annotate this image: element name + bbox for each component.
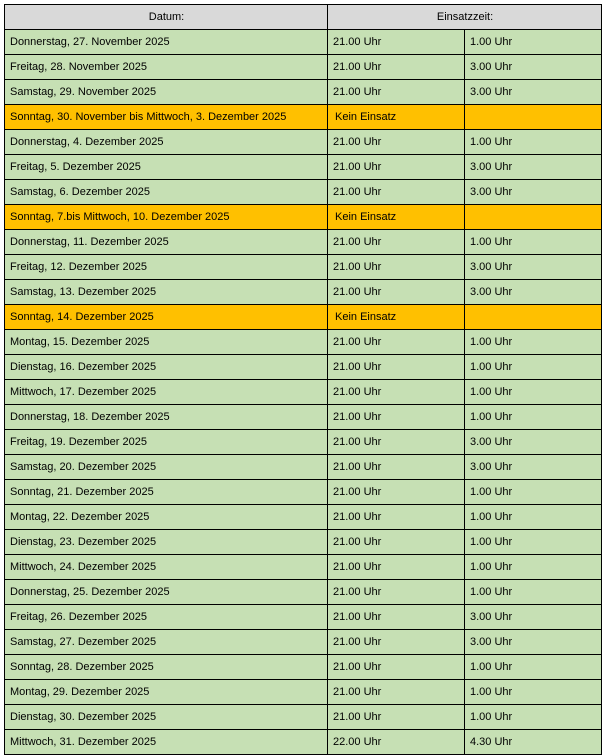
date-cell: Sonntag, 14. Dezember 2025 xyxy=(5,305,328,330)
table-row xyxy=(5,530,602,555)
end-time-cell: 1.00 Uhr xyxy=(465,555,602,580)
end-time-cell: 3.00 Uhr xyxy=(465,155,602,180)
date-cell: Mittwoch, 24. Dezember 2025 xyxy=(5,555,328,580)
end-time-cell: 1.00 Uhr xyxy=(465,580,602,605)
end-time-cell: 3.00 Uhr xyxy=(465,280,602,305)
start-time-cell: 21.00 Uhr xyxy=(328,55,465,80)
start-time-cell: 21.00 Uhr xyxy=(328,605,465,630)
start-time-cell: 21.00 Uhr xyxy=(328,180,465,205)
date-cell: Dienstag, 16. Dezember 2025 xyxy=(5,355,328,380)
date-cell: Dienstag, 23. Dezember 2025 xyxy=(5,530,328,555)
end-time-cell: 3.00 Uhr xyxy=(465,630,602,655)
table-row xyxy=(5,380,602,405)
table-row xyxy=(5,555,602,580)
table-row xyxy=(5,505,602,530)
start-time-cell: 21.00 Uhr xyxy=(328,155,465,180)
table-row xyxy=(5,680,602,705)
end-time-cell: 1.00 Uhr xyxy=(465,505,602,530)
end-time-cell: 3.00 Uhr xyxy=(465,430,602,455)
schedule-table xyxy=(4,4,602,755)
table-row xyxy=(5,355,602,380)
table-row xyxy=(5,30,602,55)
date-cell: Donnerstag, 25. Dezember 2025 xyxy=(5,580,328,605)
date-column-header: Datum: xyxy=(5,5,328,30)
date-cell: Donnerstag, 27. November 2025 xyxy=(5,30,328,55)
date-cell: Mittwoch, 17. Dezember 2025 xyxy=(5,380,328,405)
end-time-cell: 3.00 Uhr xyxy=(465,55,602,80)
date-cell: Freitag, 28. November 2025 xyxy=(5,55,328,80)
start-time-cell: 21.00 Uhr xyxy=(328,680,465,705)
start-time-cell: 21.00 Uhr xyxy=(328,405,465,430)
end-time-cell: 1.00 Uhr xyxy=(465,405,602,430)
table-row-no-shift xyxy=(5,105,602,130)
date-cell: Montag, 15. Dezember 2025 xyxy=(5,330,328,355)
table-row xyxy=(5,330,602,355)
date-cell: Montag, 29. Dezember 2025 xyxy=(5,680,328,705)
end-time-cell: 1.00 Uhr xyxy=(465,30,602,55)
end-time-cell: 1.00 Uhr xyxy=(465,680,602,705)
start-time-cell: 21.00 Uhr xyxy=(328,505,465,530)
start-time-cell: 21.00 Uhr xyxy=(328,255,465,280)
table-row xyxy=(5,280,602,305)
table-row xyxy=(5,155,602,180)
start-time-cell: 21.00 Uhr xyxy=(328,480,465,505)
end-time-cell: 1.00 Uhr xyxy=(465,230,602,255)
end-time-cell: 3.00 Uhr xyxy=(465,80,602,105)
start-time-cell: 22.00 Uhr xyxy=(328,730,465,755)
date-cell: Sonntag, 7.bis Mittwoch, 10. Dezember 2025 xyxy=(5,205,328,230)
date-cell: Donnerstag, 4. Dezember 2025 xyxy=(5,130,328,155)
start-time-cell: 21.00 Uhr xyxy=(328,80,465,105)
end-time-cell: 1.00 Uhr xyxy=(465,655,602,680)
start-time-cell: 21.00 Uhr xyxy=(328,330,465,355)
date-cell: Samstag, 6. Dezember 2025 xyxy=(5,180,328,205)
end-time-cell: 3.00 Uhr xyxy=(465,255,602,280)
end-time-cell: 3.00 Uhr xyxy=(465,605,602,630)
date-cell: Samstag, 27. Dezember 2025 xyxy=(5,630,328,655)
table-row-no-shift xyxy=(5,305,602,330)
end-time-cell: 3.00 Uhr xyxy=(465,180,602,205)
date-cell: Dienstag, 30. Dezember 2025 xyxy=(5,705,328,730)
date-cell: Sonntag, 28. Dezember 2025 xyxy=(5,655,328,680)
start-time-cell: 21.00 Uhr xyxy=(328,30,465,55)
table-row xyxy=(5,655,602,680)
date-cell: Donnerstag, 11. Dezember 2025 xyxy=(5,230,328,255)
table-row xyxy=(5,130,602,155)
date-cell: Freitag, 5. Dezember 2025 xyxy=(5,155,328,180)
start-time-cell: 21.00 Uhr xyxy=(328,355,465,380)
end-time-cell xyxy=(465,305,602,330)
start-time-cell: Kein Einsatz xyxy=(328,305,465,330)
table-row-no-shift xyxy=(5,205,602,230)
schedule-body xyxy=(5,30,602,755)
end-time-cell xyxy=(465,205,602,230)
table-row xyxy=(5,55,602,80)
date-cell: Freitag, 19. Dezember 2025 xyxy=(5,430,328,455)
date-cell: Donnerstag, 18. Dezember 2025 xyxy=(5,405,328,430)
start-time-cell: 21.00 Uhr xyxy=(328,580,465,605)
time-column-header: Einsatzzeit: xyxy=(328,5,602,30)
start-time-cell: 21.00 Uhr xyxy=(328,530,465,555)
table-row xyxy=(5,630,602,655)
end-time-cell: 1.00 Uhr xyxy=(465,480,602,505)
date-cell: Sonntag, 30. November bis Mittwoch, 3. Dezember 2025 xyxy=(5,105,328,130)
start-time-cell: 21.00 Uhr xyxy=(328,230,465,255)
start-time-cell: Kein Einsatz xyxy=(328,105,465,130)
end-time-cell: 4.30 Uhr xyxy=(465,730,602,755)
start-time-cell: 21.00 Uhr xyxy=(328,705,465,730)
table-row xyxy=(5,430,602,455)
start-time-cell: 21.00 Uhr xyxy=(328,630,465,655)
start-time-cell: 21.00 Uhr xyxy=(328,455,465,480)
date-cell: Freitag, 12. Dezember 2025 xyxy=(5,255,328,280)
end-time-cell: 1.00 Uhr xyxy=(465,130,602,155)
table-row xyxy=(5,705,602,730)
start-time-cell: 21.00 Uhr xyxy=(328,555,465,580)
date-cell: Sonntag, 21. Dezember 2025 xyxy=(5,480,328,505)
end-time-cell: 1.00 Uhr xyxy=(465,530,602,555)
table-row xyxy=(5,480,602,505)
table-row xyxy=(5,455,602,480)
date-cell: Samstag, 29. November 2025 xyxy=(5,80,328,105)
schedule-header xyxy=(5,5,602,30)
table-row xyxy=(5,180,602,205)
end-time-cell: 1.00 Uhr xyxy=(465,330,602,355)
start-time-cell: 21.00 Uhr xyxy=(328,280,465,305)
start-time-cell: 21.00 Uhr xyxy=(328,655,465,680)
start-time-cell: 21.00 Uhr xyxy=(328,430,465,455)
table-row xyxy=(5,255,602,280)
date-cell: Samstag, 20. Dezember 2025 xyxy=(5,455,328,480)
table-row xyxy=(5,730,602,755)
date-cell: Mittwoch, 31. Dezember 2025 xyxy=(5,730,328,755)
end-time-cell: 3.00 Uhr xyxy=(465,455,602,480)
date-cell: Montag, 22. Dezember 2025 xyxy=(5,505,328,530)
end-time-cell xyxy=(465,105,602,130)
table-row xyxy=(5,405,602,430)
table-row xyxy=(5,80,602,105)
start-time-cell: Kein Einsatz xyxy=(328,205,465,230)
end-time-cell: 1.00 Uhr xyxy=(465,705,602,730)
end-time-cell: 1.00 Uhr xyxy=(465,355,602,380)
table-row xyxy=(5,605,602,630)
date-cell: Freitag, 26. Dezember 2025 xyxy=(5,605,328,630)
header-row xyxy=(5,5,602,30)
table-row xyxy=(5,230,602,255)
start-time-cell: 21.00 Uhr xyxy=(328,130,465,155)
table-row xyxy=(5,580,602,605)
start-time-cell: 21.00 Uhr xyxy=(328,380,465,405)
end-time-cell: 1.00 Uhr xyxy=(465,380,602,405)
date-cell: Samstag, 13. Dezember 2025 xyxy=(5,280,328,305)
